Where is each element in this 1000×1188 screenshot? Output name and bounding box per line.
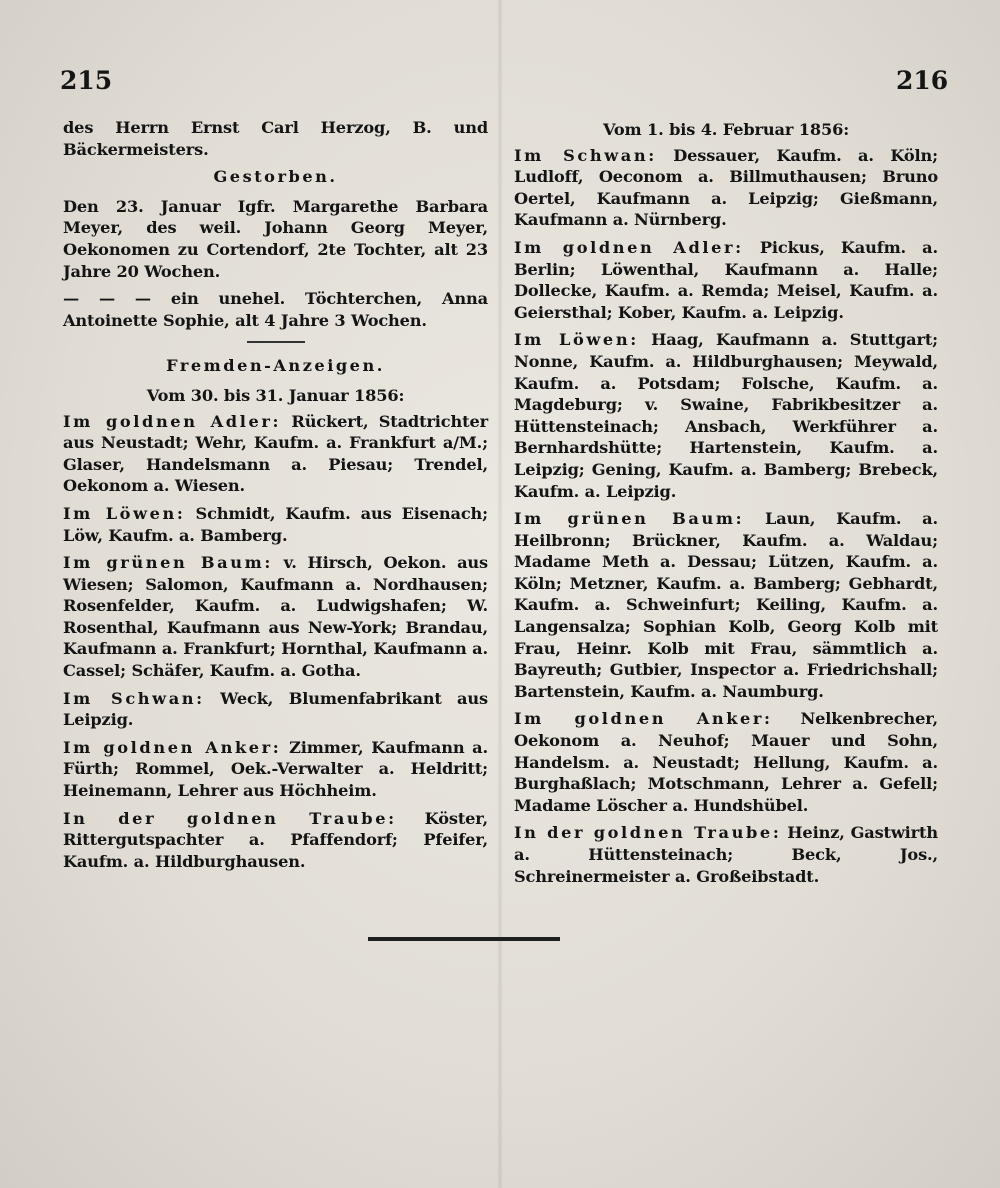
- inn-label: Im Löwen:: [63, 503, 186, 523]
- inn-label: Im Schwan:: [63, 688, 205, 708]
- inn-label: In der goldnen Traube:: [514, 823, 782, 843]
- inn-label: Im goldnen Anker:: [514, 709, 773, 729]
- inn-label: Im goldnen Adler:: [514, 237, 744, 257]
- guest-entry: [63, 411, 488, 497]
- guest-entry: [514, 508, 938, 702]
- left-column: [63, 117, 488, 878]
- page-fold: [497, 0, 503, 1188]
- guest-entry: [63, 503, 488, 546]
- inn-label: Im grünen Baum:: [63, 553, 273, 573]
- guest-entry: [514, 237, 938, 323]
- page-number-right: 216: [896, 66, 949, 95]
- guest-entry: [514, 145, 938, 231]
- right-column: [514, 117, 938, 893]
- guest-list: Rückert, Stadtrichter aus Neustadt; Wehr, Kaufm. a. Frankfurt a/M.; Glaser, Handelsmann a. Piesau; Trendel, Oekonom a. Wiesen.: [63, 411, 488, 496]
- death-notice: — — — ein unehel. Töchterchen, Anna Antoinette Sophie, alt 4 Jahre 3 Wochen.: [63, 289, 488, 330]
- inn-label: Im goldnen Adler:: [63, 411, 282, 431]
- page-number-left: 215: [60, 66, 113, 95]
- guest-entry: [514, 708, 938, 816]
- guest-entry: [63, 808, 488, 873]
- section-rule: [247, 341, 305, 343]
- guest-list: Nelkenbrecher, Oekonom a. Neuhof; Mauer und Sohn, Handelsm. a. Neustadt; Hellung, Kaufm. a. Burghaßlach; Motschmann, Lehrer a. Gefell; Madame Löscher a. Hundshübel.: [514, 709, 938, 815]
- died-heading: Gestorben.: [213, 167, 338, 187]
- guest-list: Haag, Kaufmann a. Stuttgart; Nonne, Kaufm. a. Hildburghausen; Meywald, Kaufm. a. Potsdam; Folsche, Kaufm. a. Magdeburg; v. Swaine, Fabrikbesitzer a. Hüttensteinach; Ansbach, Werkführer a. Bernhardshütte; Hartenstein, Kaufm. a. Leipzig; Gening, Kaufm. a. Bamberg; Brebeck, Kaufm. a. Leipzig.: [514, 330, 938, 501]
- guest-entry: [514, 822, 938, 887]
- inn-label: Im Löwen:: [514, 330, 639, 350]
- inn-label: In der goldnen Traube:: [63, 808, 397, 828]
- guest-list: Zimmer, Kaufmann a. Fürth; Rommel, Oek.-Verwalter a. Heldritt; Heinemann, Lehrer aus Höchheim.: [63, 737, 488, 801]
- continuation-text: des Herrn Ernst Carl Herzog, B. und Bäckermeisters.: [63, 118, 488, 159]
- guest-list: Laun, Kaufm. a. Heilbronn; Brückner, Kaufm. a. Waldau; Madame Meth a. Dessau; Lützen, Kaufm. a. Köln; Metzner, Kaufm. a. Bamberg; Gebhardt, Kaufm. a. Schweinfurt; Keiling, Kaufm. a. Langensalza; Sophian Kolb, Georg Kolb mit Frau, Heinr. Kolb mit Frau, sämmtlich a. Bayreuth; Gutbier, Inspector a. Friedrichshall; Bartenstein, Kaufm. a. Naumburg.: [514, 509, 938, 701]
- period-heading: Vom 1. bis 4. Februar 1856:: [602, 120, 850, 139]
- guest-list: Köster, Rittergutspachter a. Pfaffendorf; Pfeifer, Kaufm. a. Hildburghausen.: [63, 808, 488, 871]
- guest-list: v. Hirsch, Oekon. aus Wiesen; Salomon, Kaufmann a. Nordhausen; Rosenfelder, Kaufm. a. Ludwigshafen; W. Rosenthal, Kaufmann aus New-York; Brandau, Kaufmann a. Frankfurt; Hornthal, Kaufmann a. Cassel; Schäfer, Kaufm. a. Gotha.: [63, 553, 488, 681]
- guest-entry: [63, 737, 488, 802]
- guest-list: Heinz, Gastwirth a. Hüttensteinach; Beck, Jos., Schreinermeister a. Großeibstadt.: [514, 823, 938, 886]
- inn-label: Im grünen Baum:: [514, 509, 745, 529]
- guest-list: Pickus, Kaufm. a. Berlin; Löwenthal, Kaufmann a. Halle; Dollecke, Kaufm. a. Remda; Meisel, Kaufm. a. Geiersthal; Kober, Kaufm. a. Leipzig.: [514, 237, 938, 322]
- closing-rule: [368, 937, 560, 941]
- inn-label: Im Schwan:: [514, 145, 657, 165]
- inn-label: Im goldnen Anker:: [63, 737, 282, 757]
- death-notice: Den 23. Januar Igfr. Margarethe Barbara Meyer, des weil. Johann Georg Meyer, Oekonomen zu Cortendorf, 2te Tochter, alt 23 Jahre 20 Wochen.: [63, 196, 488, 281]
- guest-list: Weck, Blumenfabrikant aus Leipzig.: [63, 688, 488, 730]
- guest-entry: [63, 688, 488, 731]
- guest-entry: [63, 552, 488, 682]
- guest-list: Schmidt, Kaufm. aus Eisenach; Löw, Kaufm. a. Bamberg.: [63, 503, 488, 545]
- fremden-anzeigen-heading: Fremden-Anzeigen.: [166, 356, 385, 376]
- period-heading: Vom 30. bis 31. Januar 1856:: [146, 385, 405, 405]
- guest-entry: [514, 329, 938, 502]
- guest-list: Dessauer, Kaufm. a. Köln; Ludloff, Oeconom a. Billmuthausen; Bruno Oertel, Kaufmann a. Leipzig; Gießmann, Kaufmann a. Nürnberg.: [514, 145, 938, 230]
